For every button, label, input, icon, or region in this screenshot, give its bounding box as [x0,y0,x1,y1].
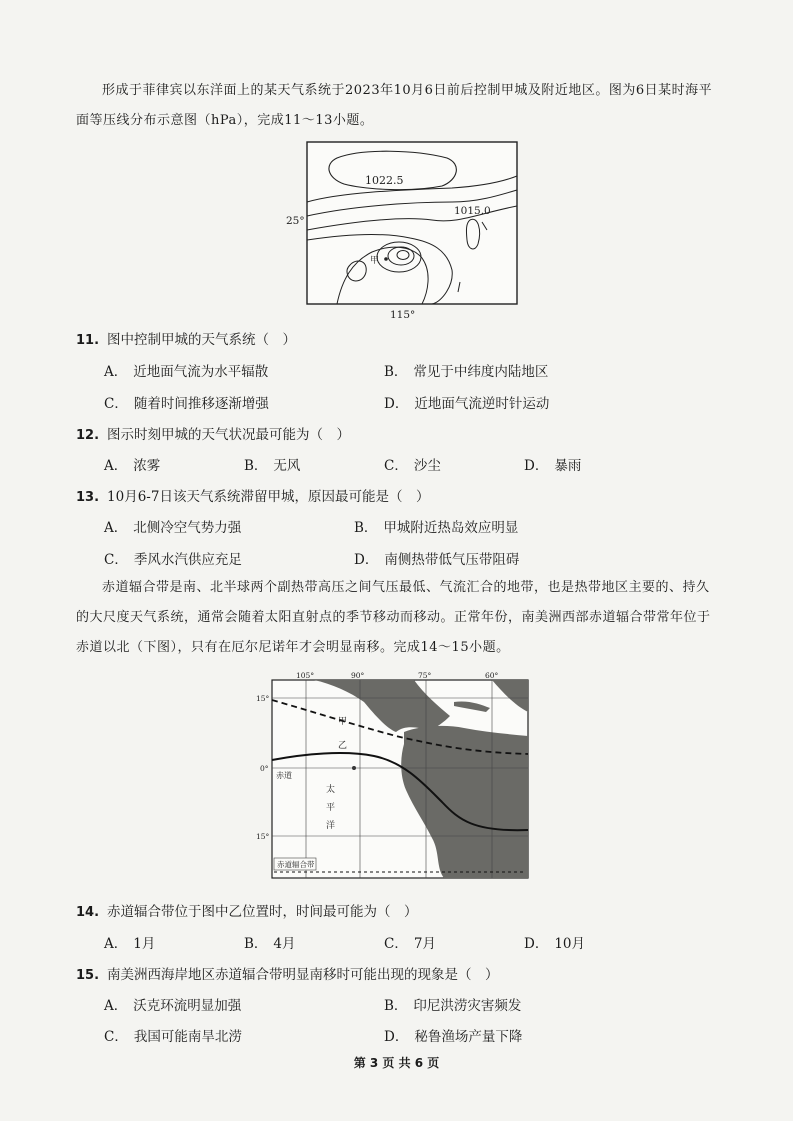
ocean-label-char: 平 [326,803,336,813]
question-number: 13. [76,490,100,505]
city-jia-marker [384,257,388,261]
city-jia-label: 甲 [370,256,380,266]
isobar-map-frame [307,142,517,304]
lon-label: 105° [296,672,315,680]
option-c[interactable]: C． 沙尘 [384,458,441,474]
equator-label: 赤道 [276,771,292,780]
question-stem: 图中控制甲城的天气系统（ ） [107,332,297,348]
option-a[interactable]: A． 浓雾 [104,458,161,474]
option-b[interactable]: B． 印尼洪涝灾害频发 [384,998,522,1014]
question-stem: 南美洲西海岸地区赤道辐合带明显南移时可能出现的现象是（ ） [107,967,499,983]
lat-label: 15° [256,832,270,841]
question-stem: 赤道辐合带位于图中乙位置时，时间最可能为（ ） [107,904,418,920]
option-c[interactable]: C． 随着时间推移逐渐增强 [104,396,269,412]
option-a[interactable]: A． 沃克环流明显加强 [104,998,242,1014]
option-c[interactable]: C． 7月 [384,936,436,952]
option-d[interactable]: D． 秘鲁渔场产量下降 [384,1029,523,1045]
ocean-label-char: 洋 [326,821,336,831]
page-footer: 第 3 页 共 6 页 [353,1056,440,1070]
isobar-label-mid: 1015.0 [454,205,491,217]
option-d[interactable]: D． 近地面气流逆时针运动 [384,396,550,412]
position-jia-label: 甲 [338,717,348,727]
latitude-label: 25° [286,215,305,227]
question-15 [76,965,499,986]
option-c[interactable]: C． 季风水汽供应充足 [104,552,242,568]
option-b[interactable]: B． 常见于中纬度内陆地区 [384,364,549,380]
legend-label: 赤道辐合带 [277,860,315,869]
option-d[interactable]: D． 南侧热带低气压带阻碍 [354,552,520,568]
itcz-map-figure [254,672,536,892]
lon-label: 75° [418,672,432,680]
lon-label: 90° [351,672,365,680]
option-b[interactable]: B． 4月 [244,936,296,952]
ocean-label-char: 太 [326,785,336,795]
question-number: 12. [76,428,100,443]
isobar-label-high: 1022.5 [365,174,404,187]
lat-label: 15° [256,694,270,703]
question-stem: 10月6-7日该天气系统滞留甲城，原因最可能是（ ） [107,489,430,505]
lat-label: 0° [260,764,269,773]
option-c[interactable]: C． 我国可能南旱北涝 [104,1029,242,1045]
question-number: 11. [76,333,100,348]
position-yi-label: 乙 [338,741,348,751]
isobar-map-figure [282,140,522,324]
question-number: 15. [76,968,100,983]
question-13 [76,487,429,508]
question-number: 14. [76,905,100,920]
option-b[interactable]: B． 甲城附近热岛效应明显 [354,520,519,536]
option-d[interactable]: D． 暴雨 [524,458,582,474]
question-stem: 图示时刻甲城的天气状况最可能为（ ） [107,427,351,443]
option-d[interactable]: D． 10月 [524,936,586,952]
option-b[interactable]: B． 无风 [244,458,301,474]
passage-weather-system: 形成于菲律宾以东洋面上的某天气系统于2023年10月6日前后控制甲城及附近地区。图为6日某时海平面等压线分布示意图（hPa），完成11～13小题。 [76,83,713,128]
passage-itcz: 赤道辐合带是南、北半球两个副热带高压之间气压最低、气流汇合的地带，也是热带地区主要的、持久的大尺度天气系统，通常会随着太阳直射点的季节移动而移动。正常年份，南美洲西部赤道辐合带常年位于赤道以北（下图），只有在厄尔尼诺年才会明显南移。完成14～15小题。 [76,580,711,655]
option-a[interactable]: A． 北侧冷空气势力强 [104,520,242,536]
lon-label: 60° [485,672,499,680]
longitude-label: 115° [390,309,416,320]
question-11 [76,330,296,351]
option-a[interactable]: A． 近地面气流为水平辐散 [104,364,269,380]
question-12 [76,425,350,446]
question-14 [76,902,418,923]
option-a[interactable]: A． 1月 [104,936,156,952]
